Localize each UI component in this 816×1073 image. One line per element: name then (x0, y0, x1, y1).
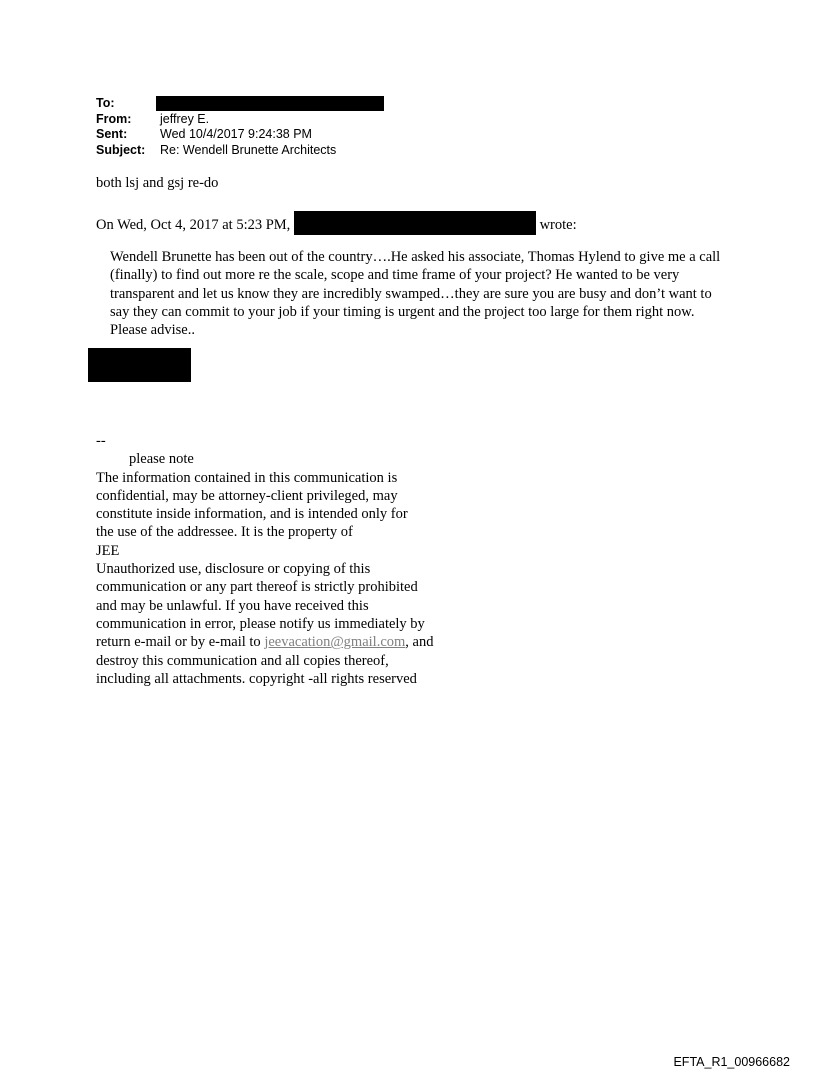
disclaimer-line (96, 633, 516, 651)
quote-attribution (96, 211, 577, 235)
to-label: To: (96, 96, 115, 110)
disclaimer-text: return e-mail or by e-mail to (96, 634, 265, 651)
sent-row (96, 127, 384, 143)
disclaimer-line: communication in error, please notify us immediately by (96, 615, 425, 632)
sent-value: Wed 10/4/2017 9:24:38 PM (160, 127, 312, 141)
attribution-prefix: On Wed, Oct 4, 2017 at 5:23 PM, (96, 217, 291, 233)
disclaimer-line: The information contained in this communication is (96, 469, 398, 486)
subject-row (96, 143, 384, 159)
disclaimer-text: , and (405, 634, 434, 651)
attribution-suffix: wrote: (539, 217, 577, 233)
signature-dashes: -- (96, 433, 106, 449)
document-id: EFTA_R1_00966682 (673, 1055, 790, 1069)
disclaimer-line: communication or any part thereof is strictly prohibited (96, 579, 418, 596)
disclaimer-line: confidential, may be attorney-client privileged, may (96, 487, 398, 504)
from-value: jeffrey E. (160, 111, 210, 126)
from-row (96, 112, 384, 128)
subject-label: Subject: (96, 142, 146, 157)
disclaimer-line: constitute inside information, and is intended only for (96, 506, 408, 523)
disclaimer-line: JEE (96, 542, 120, 559)
to-row (96, 96, 384, 112)
email-header (96, 96, 384, 158)
sent-label: Sent: (96, 127, 128, 141)
redaction-box (88, 348, 191, 382)
reply-text: both lsj and gsj re-do (96, 175, 219, 191)
disclaimer-line: destroy this communication and all copies thereof, (96, 652, 389, 669)
email-signature (96, 432, 516, 688)
redaction-box (294, 211, 536, 235)
disclaimer-line: the use of the addressee. It is the property of (96, 524, 353, 541)
quoted-message: Wendell Brunette has been out of the country….He asked his associate, Thomas Hylend to give me a call (finally) to find out more re the scale, scope and time frame of your project? He wanted to be very transparent and let us know they are incredibly swamped…they are sure you are busy and don’t want to say they can commit to your job if your timing is urgent and the project too large for them right now. Please advise.. (110, 249, 721, 339)
subject-value: Re: Wendell Brunette Architects (160, 142, 337, 157)
email-link[interactable]: jeevacation@gmail.com (264, 634, 406, 651)
disclaimer-line: Unauthorized use, disclosure or copying of this (96, 561, 371, 578)
signature-note: please note (129, 451, 194, 468)
disclaimer-line: and may be unlawful. If you have received this (96, 597, 369, 614)
redaction-box (156, 96, 384, 111)
from-label: From: (96, 111, 132, 126)
disclaimer-line: including all attachments. copyright -all rights reserved (96, 670, 417, 687)
